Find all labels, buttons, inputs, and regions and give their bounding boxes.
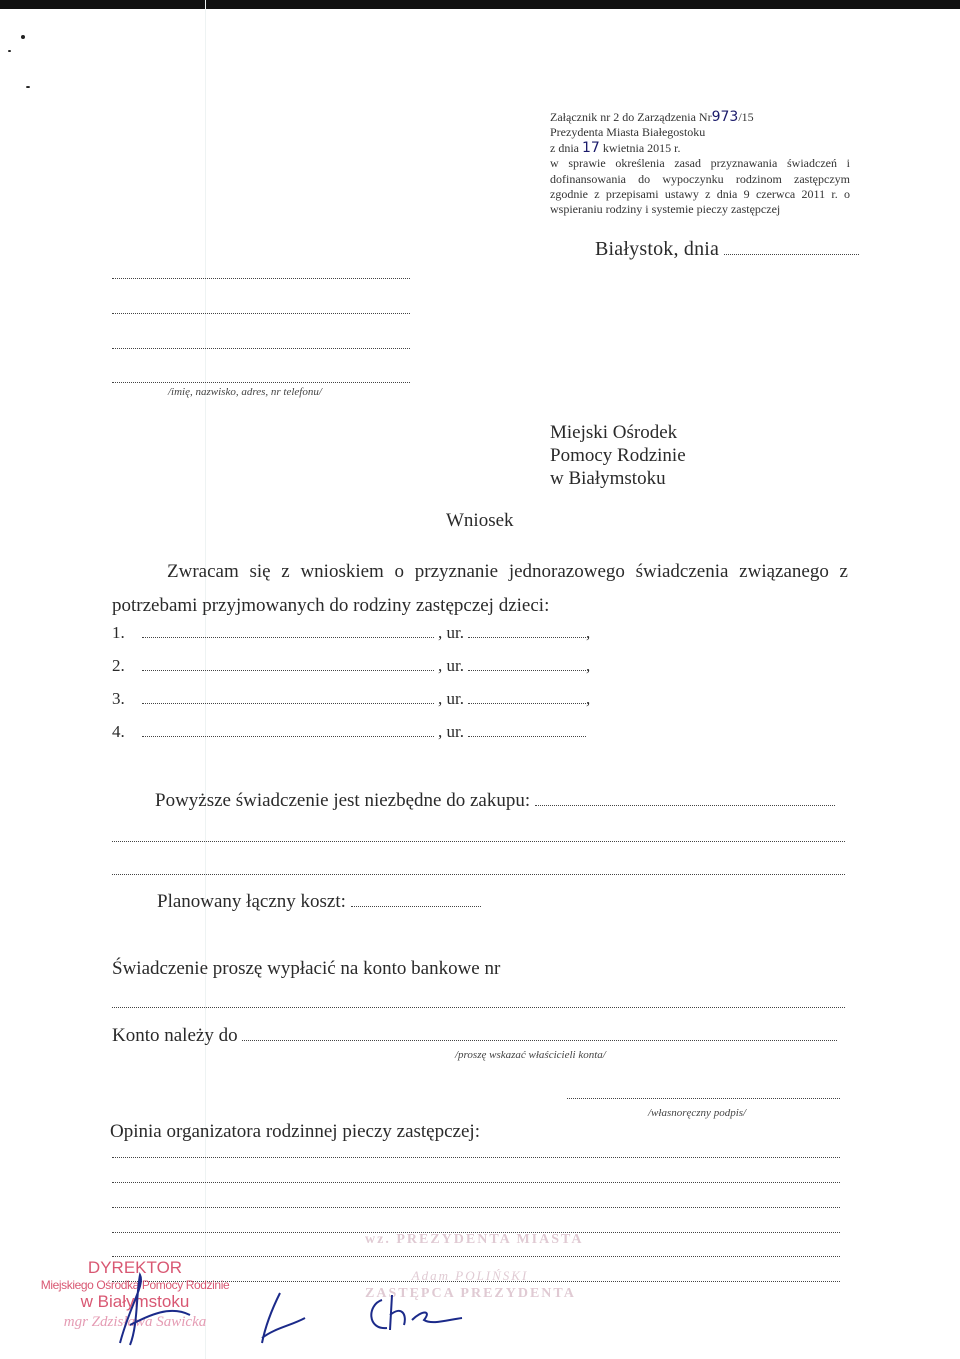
child-row: 1. , ur. , (112, 623, 591, 642)
scan-speck (21, 35, 25, 39)
child-name-field[interactable] (142, 656, 434, 671)
header-line-3: z dnia 17 kwietnia 2015 r. (550, 139, 681, 156)
cost-field[interactable] (351, 892, 481, 907)
handwritten-number: 973 (711, 109, 739, 125)
child-name-field[interactable] (142, 689, 434, 704)
date-field[interactable] (724, 240, 859, 255)
applicant-line[interactable] (112, 338, 410, 349)
child-row: 3. , ur. , (112, 689, 591, 708)
deputy-mayor-stamp: wz. PREZYDENTA MIASTA Adam POLIŃSKI ZASTĘPCA PREZYDENTA (365, 1232, 584, 1301)
director-signature (100, 1265, 220, 1359)
header-line-5: dofinansowania do wypoczynku rodzinom zastępczym (550, 171, 850, 186)
account-owner-field[interactable] (242, 1026, 837, 1041)
child-birth-field[interactable] (468, 656, 586, 671)
handwritten-day: 17 (582, 139, 600, 156)
account-owner-row: Konto należy do (112, 1025, 837, 1047)
child-row: 4. , ur. (112, 722, 586, 746)
opinion-label: Opinia organizatora rodzinnej pieczy zastępczej: (110, 1121, 480, 1142)
header-line-4: w sprawie określenia zasad przyznawania świadczeń i (550, 156, 850, 171)
child-birth-field[interactable] (468, 623, 586, 638)
opinion-line[interactable] (112, 1172, 840, 1183)
purpose-line[interactable] (112, 831, 845, 842)
scan-speck (8, 50, 11, 52)
purpose-row: Powyższe świadczenie jest niezbędne do zakupu: (155, 790, 835, 812)
header-line-2: Prezydenta Miasta Białegostoku (550, 125, 706, 140)
opinion-line[interactable] (112, 1147, 840, 1158)
applicant-line[interactable] (112, 372, 410, 383)
document-title: Wniosek (446, 510, 514, 531)
request-paragraph: Zwracam się z wnioskiem o przyznanie jednorazowego świadczenia związanego z potrzebami przyjmowanych do rodziny zastępczej dzieci: (112, 561, 848, 616)
account-owner-caption: /proszę wskazać właścicieli konta/ (455, 1049, 606, 1061)
purpose-field[interactable] (535, 791, 835, 806)
child-birth-field[interactable] (468, 689, 586, 704)
director-stamp: DYREKTOR Miejskiego Ośrodka Pomocy Rodzinie w Białymstoku mgr Zdzisława Sawicka (40, 1258, 230, 1330)
signature-caption: /własnoręczny podpis/ (648, 1107, 747, 1119)
signature-scribble (250, 1288, 310, 1348)
child-row: 2. , ur. , (112, 656, 591, 675)
opinion-line[interactable] (112, 1197, 840, 1208)
applicant-caption: /imię, nazwisko, adres, nr telefonu/ (168, 386, 322, 398)
child-name-field[interactable] (142, 623, 434, 638)
header-line-1: Załącznik nr 2 do Zarządzenia Nr973/15 (550, 109, 754, 125)
attachment-header (550, 110, 850, 218)
deputy-signature (362, 1280, 472, 1340)
header-line-6: zgodnie z przepisami ustawy z dnia 9 czerwca 2011 r. o (550, 187, 850, 202)
recipient-address: Miejski Ośrodek Pomocy Rodzinie w Białymstoku (550, 422, 686, 489)
scan-speck (26, 86, 30, 88)
child-birth-field[interactable] (468, 722, 586, 737)
applicant-line[interactable] (112, 268, 410, 279)
purpose-line[interactable] (112, 864, 845, 875)
header-line-7: wspieraniu rodziny i systemie pieczy zastępczej (550, 202, 781, 217)
signature-field[interactable] (567, 1088, 840, 1099)
payment-label: Świadczenie proszę wypłacić na konto bankowe nr (112, 958, 501, 979)
scan-edge-top (0, 0, 960, 9)
applicant-line[interactable] (112, 303, 410, 314)
account-number-field[interactable] (112, 997, 845, 1008)
cost-row: Planowany łączny koszt: (157, 891, 481, 913)
place-date: Białystok, dnia (595, 238, 859, 261)
child-name-field[interactable] (142, 722, 434, 737)
